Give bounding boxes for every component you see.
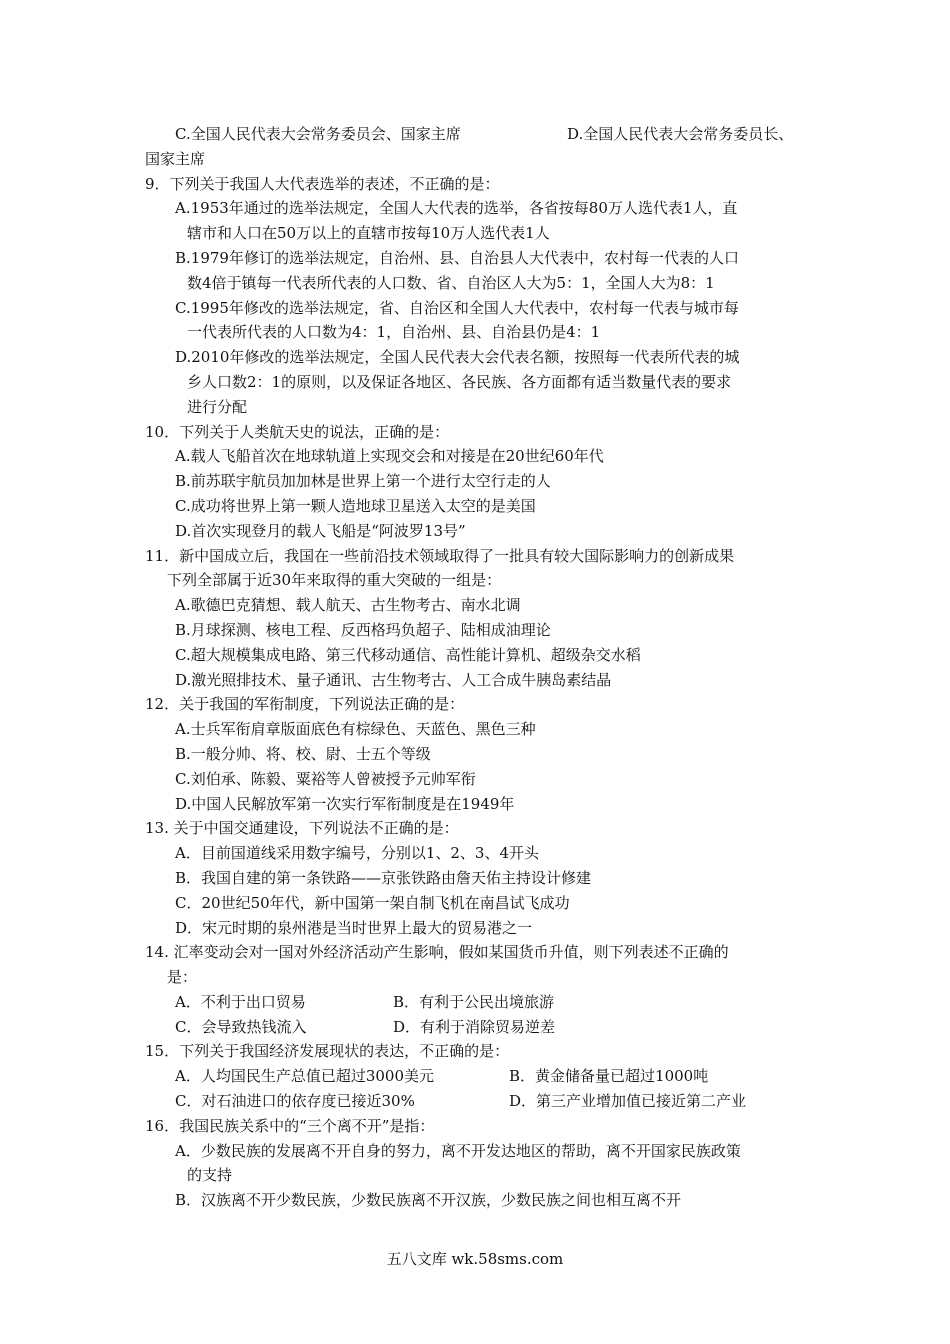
option-a: A．不利于出口贸易 bbox=[175, 992, 306, 1011]
stem-line: 11．新中国成立后，我国在一些前沿技术领域取得了一批具有较大国际影响力的创新成果 bbox=[145, 546, 735, 565]
question-stem bbox=[145, 1114, 825, 1139]
option-line: A.1953年通过的选举法规定，全国人大代表的选举，各省按每80万人选代表1人，直 bbox=[175, 199, 738, 218]
option-line: 一代表所代表的人口数为4：1，自治州、县、自治县仍是4：1 bbox=[187, 323, 601, 342]
option-d bbox=[145, 519, 825, 544]
option-pair-row bbox=[145, 1089, 825, 1114]
option-d bbox=[145, 345, 825, 419]
option-a: A．人均国民生产总值已超过3000美元 bbox=[175, 1067, 435, 1086]
option-line: A.歌德巴克猜想、载人航天、古生物考古、南水北调 bbox=[175, 596, 521, 615]
option-line: C.超大规模集成电路、第三代移动通信、高性能计算机、超级杂交水稻 bbox=[175, 645, 641, 664]
option-b bbox=[145, 866, 825, 891]
option-c bbox=[145, 767, 825, 792]
option-d: D．有利于消除贸易逆差 bbox=[393, 1017, 556, 1036]
option-pair-row bbox=[145, 1015, 825, 1040]
option-line: C.刘伯承、陈毅、粟裕等人曾被授予元帅军衔 bbox=[175, 769, 476, 788]
previous-question-options bbox=[145, 122, 825, 147]
option-line: B．汉族离不开少数民族，少数民族离不开汉族，少数民族之间也相互离不开 bbox=[175, 1191, 682, 1210]
option-line: 辖市和人口在50万以上的直辖市按每10万人选代表1人 bbox=[187, 224, 550, 243]
option-line: B.1979年修订的选举法规定，自治州、县、自治县人大代表中，农村每一代表的人口 bbox=[175, 248, 739, 267]
option-line: 乡人口数2：1的原则，以及保证各地区、各民族、各方面都有适当数量代表的要求 bbox=[187, 372, 732, 391]
option-a bbox=[145, 444, 825, 469]
option-line: D.激光照排技术、量子通讯、古生物考古、人工合成牛胰岛素结晶 bbox=[175, 670, 612, 689]
question-6 bbox=[145, 1039, 825, 1113]
stem-line: 15．下列关于我国经济发展现状的表达，不正确的是： bbox=[145, 1042, 510, 1061]
question-1 bbox=[145, 420, 825, 544]
option-line: 进行分配 bbox=[187, 397, 248, 416]
option-line: B.一般分帅、将、校、尉、士五个等级 bbox=[175, 744, 431, 763]
option-b bbox=[145, 1188, 825, 1213]
option-a bbox=[145, 841, 825, 866]
option-c bbox=[145, 296, 825, 346]
question-stem bbox=[145, 172, 825, 197]
question-stem bbox=[145, 420, 825, 445]
option-d: D．第三产业增加值已接近第二产业 bbox=[509, 1092, 747, 1111]
option-d bbox=[145, 668, 825, 693]
option-b: B．黄金储备量已超过1000吨 bbox=[509, 1067, 709, 1086]
question-stem bbox=[145, 1039, 825, 1064]
option-line: A.士兵军衔肩章版面底色有棕绿色、天蓝色、黑色三种 bbox=[175, 720, 536, 739]
option-b bbox=[145, 469, 825, 494]
option-b bbox=[145, 246, 825, 296]
option-line: C.1995年修改的选举法规定，省、自治区和全国人大代表中，农村每一代表与城市每 bbox=[175, 298, 739, 317]
option-line: A.载人飞船首次在地球轨道上实现交会和对接是在20世纪60年代 bbox=[175, 447, 604, 466]
option-a bbox=[145, 196, 825, 246]
stem-line: 13. 关于中国交通建设，下列说法不正确的是： bbox=[145, 819, 459, 838]
option-line: B.月球探测、核电工程、反西格玛负超子、陆相成油理论 bbox=[175, 620, 551, 639]
option-line: B.前苏联宇航员加加林是世界上第一个进行太空行走的人 bbox=[175, 472, 551, 491]
option-d bbox=[145, 916, 825, 941]
option-line: B．我国自建的第一条铁路——京张铁路由詹天佑主持设计修建 bbox=[175, 868, 592, 887]
option-line: D.中国人民解放军第一次实行军衔制度是在1949年 bbox=[175, 794, 515, 813]
option-line: D.首次实现登月的载人飞船是“阿波罗13号” bbox=[175, 521, 466, 540]
question-4 bbox=[145, 816, 825, 940]
option-a bbox=[145, 593, 825, 618]
stem-line: 是： bbox=[167, 968, 198, 987]
stem-line: 9．下列关于我国人大代表选举的表述，不正确的是： bbox=[145, 174, 500, 193]
option-line: 的支持 bbox=[187, 1166, 233, 1185]
option-c bbox=[145, 891, 825, 916]
option-pair-row bbox=[145, 990, 825, 1015]
footer-watermark: 五八文库 wk.58sms.com bbox=[386, 1250, 564, 1268]
question-7 bbox=[145, 1114, 825, 1213]
option-pair-row bbox=[145, 1064, 825, 1089]
option-c bbox=[145, 494, 825, 519]
option-line: D．宋元时期的泉州港是当时世界上最大的贸易港之一 bbox=[175, 918, 533, 937]
option-d-continuation: 国家主席 bbox=[145, 149, 206, 168]
stem-line: 下列全部属于近30年来取得的重大突破的一组是： bbox=[167, 571, 502, 590]
question-stem bbox=[145, 544, 825, 594]
question-0 bbox=[145, 172, 825, 420]
option-d: D.全国人民代表大会常务委员长、 bbox=[567, 125, 794, 143]
question-stem bbox=[145, 692, 825, 717]
option-b bbox=[145, 618, 825, 643]
option-line: A．目前国道线采用数字编号，分别以1、2、3、4开头 bbox=[175, 844, 540, 863]
option-c: C．对石油进口的依存度已接近30% bbox=[175, 1092, 415, 1111]
option-b: B．有利于公民出境旅游 bbox=[393, 992, 555, 1011]
question-stem bbox=[145, 940, 825, 990]
option-b bbox=[145, 742, 825, 767]
option-line: D.2010年修改的选举法规定，全国人民代表大会代表名额，按照每一代表所代表的城 bbox=[175, 348, 740, 367]
option-line: C．20世纪50年代，新中国第一架自制飞机在南昌试飞成功 bbox=[175, 893, 570, 912]
option-line: A．少数民族的发展离不开自身的努力，离不开发达地区的帮助，离不开国家民族政策 bbox=[175, 1141, 741, 1160]
stem-line: 16．我国民族关系中的“三个离不开”是指： bbox=[145, 1116, 435, 1135]
question-5 bbox=[145, 940, 825, 1039]
question-3 bbox=[145, 692, 825, 816]
option-line: 数4倍于镇每一代表所代表的人口数、省、自治区人大为5：1，全国人大为8：1 bbox=[187, 273, 715, 292]
question-stem bbox=[145, 816, 825, 841]
option-c bbox=[145, 643, 825, 668]
option-c: C.全国人民代表大会常务委员会、国家主席 bbox=[175, 125, 461, 143]
option-c: C．会导致热钱流入 bbox=[175, 1017, 307, 1036]
option-line: C.成功将世界上第一颗人造地球卫星送入太空的是美国 bbox=[175, 496, 536, 515]
question-2 bbox=[145, 544, 825, 693]
option-d bbox=[145, 792, 825, 817]
stem-line: 10．下列关于人类航天史的说法，正确的是： bbox=[145, 422, 450, 441]
option-a bbox=[145, 1139, 825, 1189]
stem-line: 12．关于我国的军衔制度，下列说法正确的是： bbox=[145, 695, 465, 714]
question-list bbox=[145, 122, 825, 1213]
option-a bbox=[145, 717, 825, 742]
stem-line: 14. 汇率变动会对一国对外经济活动产生影响，假如某国货币升值，则下列表述不正确的 bbox=[145, 943, 729, 962]
